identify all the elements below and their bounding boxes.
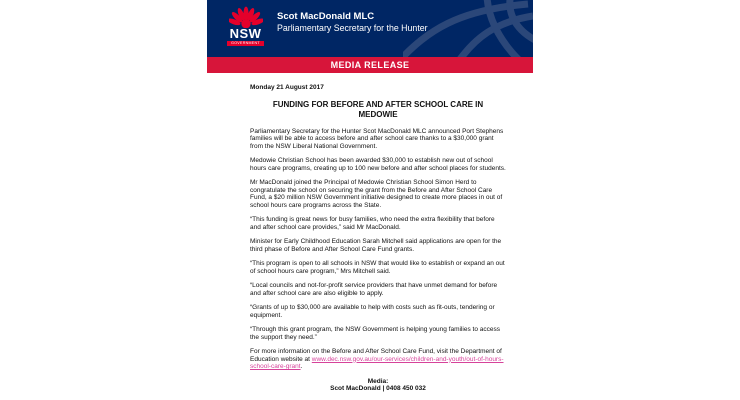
media-label: Media: <box>367 377 389 385</box>
paragraph: Parliamentary Secretary for the Hunter Scot MacDonald MLC announced Port Stephens families will be able to access before and after school care thanks to a $30,000 grant from the NSW Liberal National Government. <box>250 127 504 150</box>
media-release-banner: MEDIA RELEASE <box>207 57 533 73</box>
paragraph: “Local councils and not-for-profit service providers that have unmet demand for before and after school care are also eligible to apply. <box>250 282 498 297</box>
paragraph-text: . <box>300 363 303 370</box>
paragraph: “This funding is great news for busy families, who need the extra flexibility that before and after school care provides,” said Mr MacDonald. <box>250 216 495 231</box>
official-role: Parliamentary Secretary for the Hunter <box>277 23 428 33</box>
paragraph: “This program is open to all schools in NSW that would like to establish or expand an out of school hours care program,” Mrs Mitchell said. <box>250 260 505 275</box>
document-title: FUNDING FOR BEFORE AND AFTER SCHOOL CARE IN MEDOWIE <box>272 99 484 119</box>
paragraph-with-link <box>250 348 506 371</box>
logo-org-text: NSW <box>229 26 262 41</box>
media-release-page <box>207 0 533 400</box>
logo-suborg-text: GOVERNMENT <box>227 41 264 46</box>
header-banner <box>207 0 533 57</box>
paragraph: Minister for Early Childhood Education Sarah Mitchell said applications are open for the third phase of Before and After School Care Fund grants. <box>250 238 502 253</box>
nsw-government-logo <box>227 4 264 46</box>
waratah-icon <box>229 4 263 28</box>
official-name: Scot MacDonald MLC <box>277 11 375 22</box>
header-titles <box>277 11 428 34</box>
media-contact: Scot MacDonald | 0408 450 032 <box>330 385 426 392</box>
document-date: Monday 21 August 2017 <box>250 84 324 91</box>
paragraph-text: For more information on the Before and After School Care Fund, visit the Department of Education website at <box>250 348 502 363</box>
paragraph: Medowie Christian School has been awarded $30,000 to establish new out of school hours care programs, creating up to 100 new before and after school places for students. <box>250 157 506 172</box>
document-body <box>250 84 506 393</box>
paragraph: Mr MacDonald joined the Principal of Medowie Christian School Simon Herd to congratulate the school on securing the grant from the Before and After School Care Fund, a $20 million NSW Government initiative designed to create more places in out of school hours care programs across the State. <box>250 179 503 209</box>
media-contact-block <box>250 378 506 393</box>
paragraph: “Through this grant program, the NSW Government is helping young families to access the support they need.” <box>250 326 501 341</box>
paragraph: “Grants of up to $30,000 are available to help with costs such as fit-outs, tendering or equipment. <box>250 304 495 319</box>
education-website-link[interactable]: www.dec.nsw.gov.au/our-services/children-and-youth/out-of-hours-school-care-grant <box>250 355 504 370</box>
